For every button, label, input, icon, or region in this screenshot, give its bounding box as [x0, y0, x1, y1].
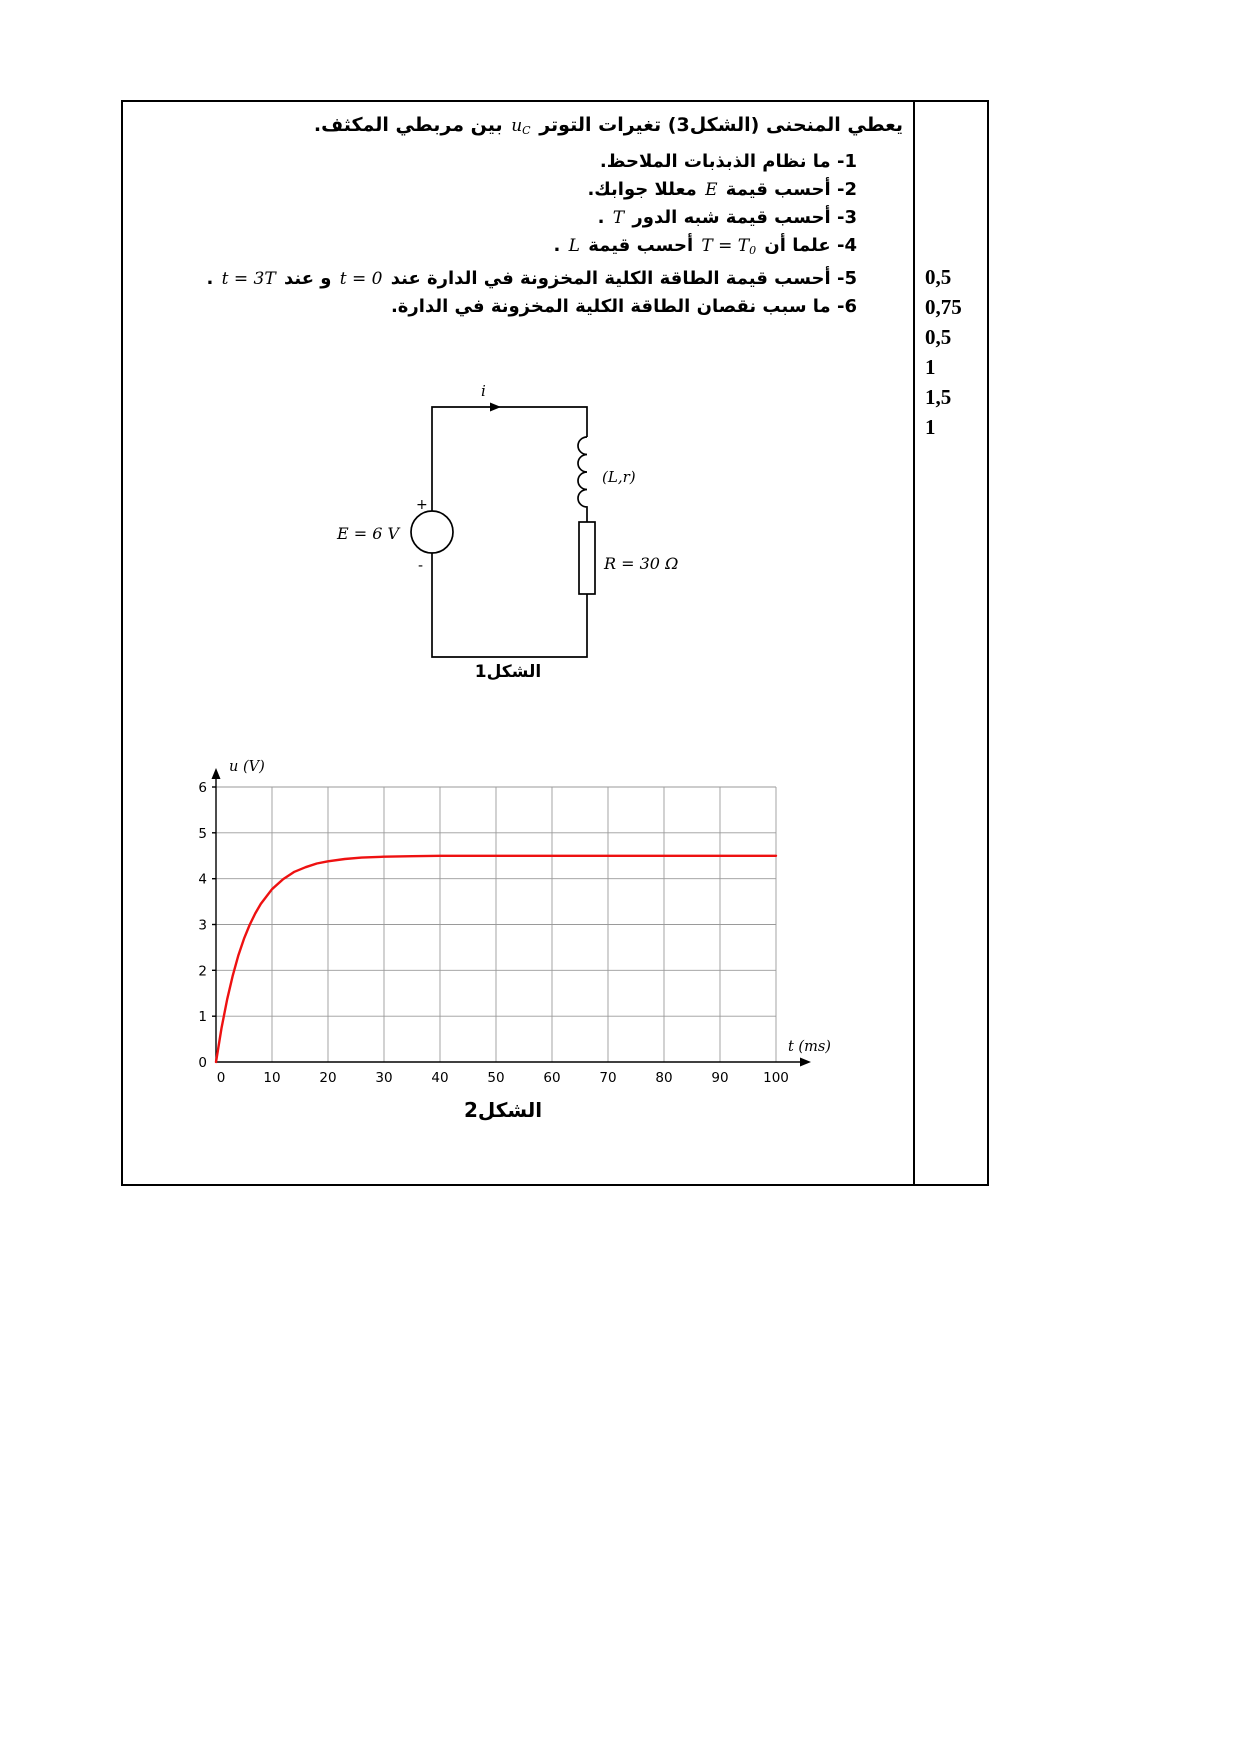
question-text: أحسب قيمة	[725, 179, 831, 200]
svg-text:4: 4	[198, 871, 207, 888]
current-arrow-icon	[490, 403, 501, 412]
voltage-chart	[151, 754, 851, 1099]
question-5	[123, 265, 903, 293]
question-2	[123, 176, 903, 204]
question-number: 2-	[836, 179, 857, 200]
svg-text:60: 60	[543, 1070, 561, 1086]
svg-text:50: 50	[487, 1070, 505, 1086]
mark-value: 1	[925, 415, 936, 439]
figure2-caption: الشكل2	[463, 1098, 543, 1122]
question-text: .	[553, 235, 561, 256]
inductor-coil	[578, 437, 587, 522]
svg-text:40: 40	[431, 1070, 449, 1086]
question-text: .	[206, 268, 214, 289]
question-3	[123, 204, 903, 232]
svg-text:100: 100	[763, 1070, 789, 1086]
source-plus-sign: +	[416, 497, 428, 513]
wire-bottom	[432, 553, 587, 657]
math-T: T	[612, 208, 625, 228]
svg-text:30: 30	[375, 1070, 393, 1086]
voltage-source	[411, 511, 453, 553]
svg-text:80: 80	[655, 1070, 673, 1086]
mark-value: 0,75	[925, 295, 962, 319]
intro-text: بين مربطي المكثف.	[313, 114, 503, 136]
question-text: .	[597, 207, 605, 228]
grid-lines	[216, 787, 776, 1062]
question-text: أحسب قيمة شبه الدور	[632, 207, 831, 228]
question-text: ما سبب نقصان الطاقة الكلية المخزونة في الدارة.	[390, 296, 831, 317]
math-t-equals-3T: t = 3T	[221, 269, 276, 289]
resistor	[579, 522, 595, 594]
mark-value: 1,5	[925, 385, 952, 409]
question-4	[123, 232, 903, 265]
question-text: علما أن	[764, 235, 831, 256]
svg-text:70: 70	[599, 1070, 617, 1086]
source-minus-sign: -	[418, 558, 424, 574]
mark-value: 1	[925, 355, 936, 379]
question-6	[123, 293, 903, 321]
figure1-caption: الشكل1	[474, 662, 542, 682]
x-axis-title: t (ms)	[788, 1039, 831, 1055]
circuit-wires	[411, 407, 595, 657]
svg-text:5: 5	[198, 825, 207, 842]
intro-line	[123, 110, 903, 146]
y-axis-title: u (V)	[229, 759, 265, 775]
math-L: L	[568, 236, 580, 256]
mark-value: 0,5	[925, 265, 952, 289]
resistor-label: R = 30 Ω	[604, 554, 679, 573]
question-number: 4-	[836, 235, 857, 256]
math-uc: $u_C$	[511, 116, 531, 137]
question-content-area	[123, 102, 913, 1184]
question-text: أحسب قيمة الطاقة الكلية المخزونة في الدارة عند	[390, 268, 831, 289]
marks-column	[913, 102, 987, 1184]
coil-label: (L,r)	[602, 468, 636, 486]
svg-text:1: 1	[198, 1009, 207, 1026]
intro-text: يعطي المنحنى (الشكل3) تغيرات التوتر	[539, 114, 903, 136]
x-axis-arrow-icon	[800, 1058, 811, 1067]
svg-text:2: 2	[198, 963, 207, 980]
question-text: و عند	[283, 268, 332, 289]
question-text: ما نظام الذبذبات الملاحظ.	[599, 151, 831, 172]
svg-text:6: 6	[198, 780, 207, 796]
question-number: 5-	[836, 268, 857, 289]
math-t-equals-0: t = 0	[339, 269, 383, 289]
question-number: 1-	[836, 151, 857, 172]
tick-labels	[198, 780, 788, 1086]
axes	[212, 776, 803, 1062]
y-axis-arrow-icon	[212, 768, 221, 779]
question-1	[123, 148, 903, 176]
question-text-block	[123, 102, 913, 321]
question-number: 3-	[836, 207, 857, 228]
question-text: معللا جوابك.	[587, 179, 697, 200]
question-number: 6-	[836, 296, 857, 317]
svg-text:10: 10	[263, 1070, 281, 1086]
svg-text:3: 3	[198, 917, 207, 934]
circuit-diagram	[332, 382, 712, 692]
source-label: E = 6 V	[337, 524, 400, 543]
current-label: i	[481, 382, 486, 400]
math-T-equals-T0: $T = T_0$	[701, 236, 757, 257]
svg-text:0: 0	[198, 1055, 207, 1071]
svg-text:20: 20	[319, 1070, 337, 1086]
exam-table	[121, 100, 989, 1186]
question-text: أحسب قيمة	[588, 235, 694, 256]
wire-top-left	[432, 407, 587, 511]
svg-text:90: 90	[711, 1070, 729, 1086]
svg-text:0: 0	[216, 1070, 226, 1086]
math-E: E	[705, 180, 718, 200]
mark-value: 0,5	[925, 325, 952, 349]
